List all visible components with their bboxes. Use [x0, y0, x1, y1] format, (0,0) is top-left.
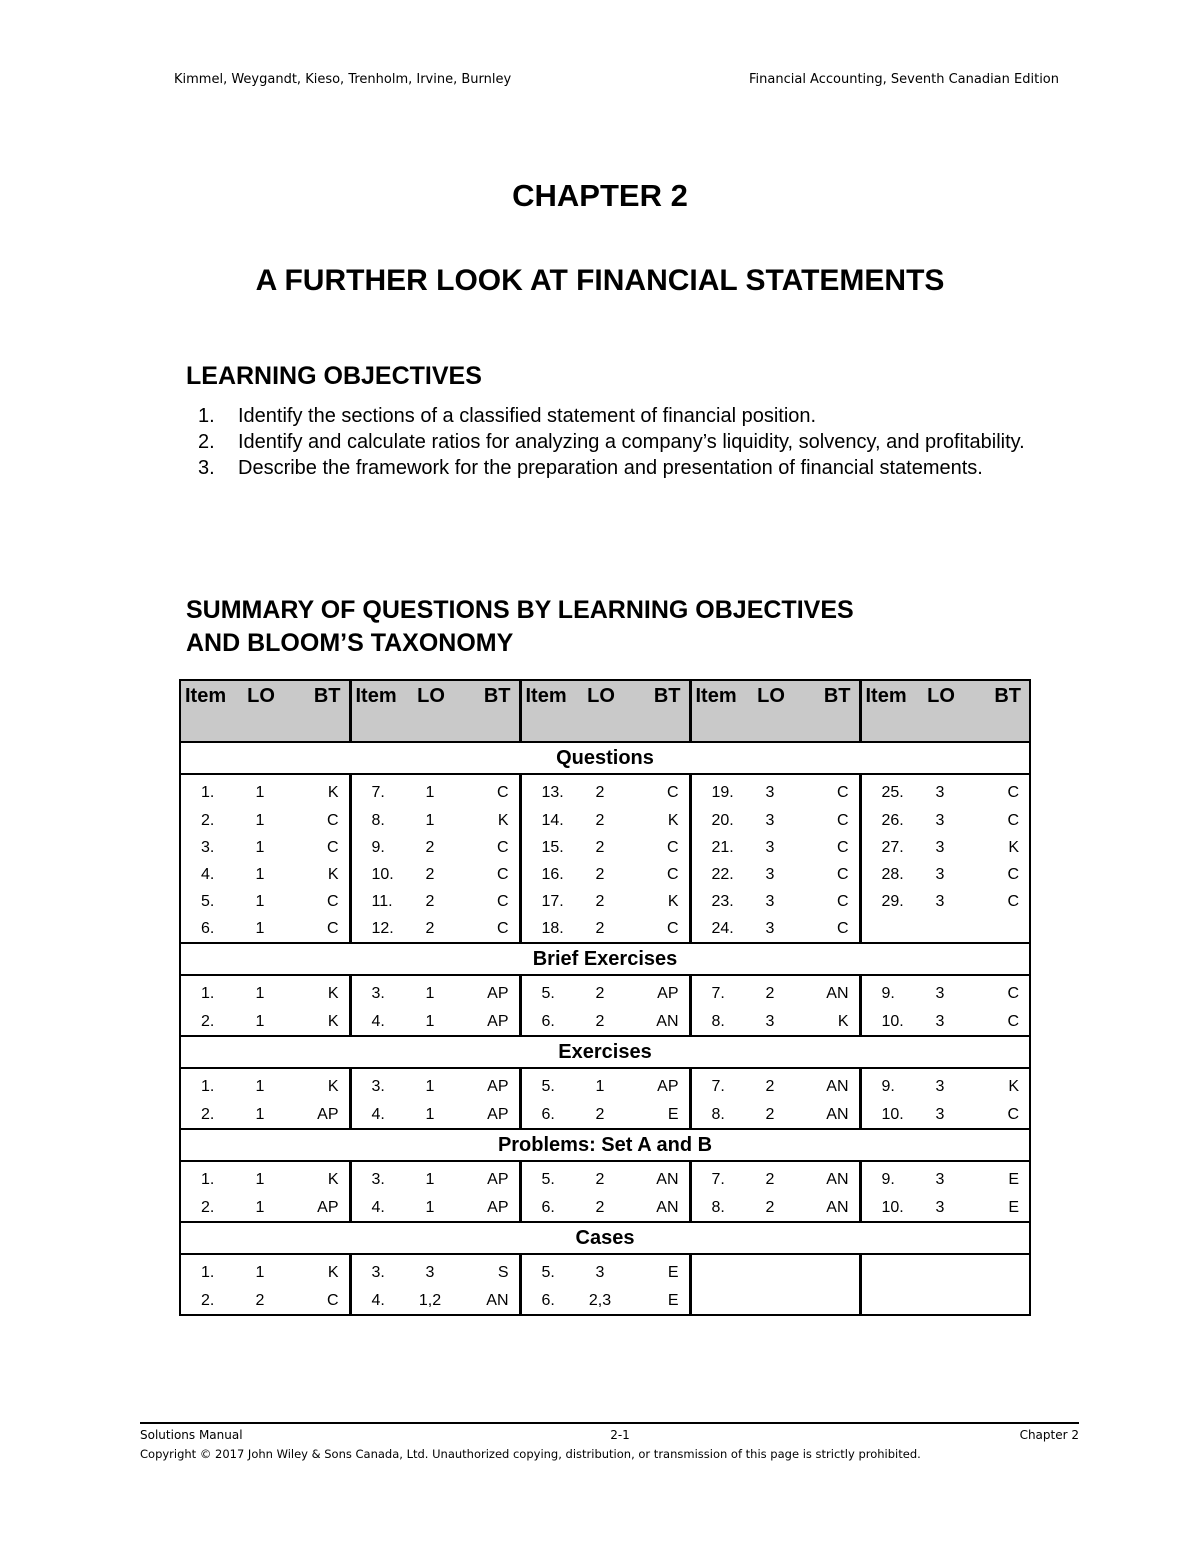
cell-item — [860, 1254, 912, 1287]
cell-lo: 2 — [595, 1012, 605, 1030]
column-header-bt: BT — [798, 680, 860, 742]
cell-bt: K — [327, 985, 339, 1002]
cell-item: 21. — [690, 834, 742, 861]
cell-item: 2. — [201, 811, 215, 829]
objective-text: Identify the sections of a classified statement of financial position. — [238, 405, 817, 427]
cell-lo: 1 — [255, 1198, 265, 1216]
section-header-row — [180, 742, 1030, 774]
cell-lo: 3 — [935, 838, 945, 856]
cell-bt: C — [1007, 1105, 1019, 1123]
cell-lo: 2 — [765, 1171, 775, 1188]
column-header-item: Item — [860, 680, 912, 742]
cell-item: 24. — [690, 915, 742, 943]
table-row — [180, 1254, 1030, 1287]
cell-lo: 3 — [765, 1012, 775, 1030]
cell-item: 2. — [201, 1012, 215, 1030]
cell-lo: 2 — [595, 985, 605, 1002]
cell-bt: AN — [656, 1012, 679, 1030]
cell-item: 28. — [860, 861, 912, 888]
column-header-bt: BT — [968, 680, 1030, 742]
table-row — [180, 807, 1030, 834]
cell-bt: C — [496, 865, 509, 883]
table-row — [180, 888, 1030, 915]
cell-item: 4. — [350, 1101, 402, 1129]
chapter-number-title: CHAPTER 2 — [512, 178, 688, 213]
cell-bt: AN — [656, 1198, 679, 1216]
cell-bt: E — [667, 1291, 679, 1309]
cell-bt — [968, 1254, 1030, 1287]
objective-number: 1. — [198, 405, 215, 427]
cell-bt: AP — [487, 1198, 509, 1216]
cell-item: 6. — [520, 1101, 572, 1129]
cell-lo: 3 — [935, 784, 945, 801]
cell-item: 25. — [860, 774, 912, 807]
column-header-lo: LO — [572, 680, 628, 742]
cell-bt: K — [667, 892, 679, 910]
learning-objectives-list — [186, 403, 1032, 481]
section-header-row — [180, 943, 1030, 975]
summary-heading-line: SUMMARY OF QUESTIONS BY LEARNING OBJECTIVES — [186, 596, 854, 624]
cell-lo: 3 — [935, 811, 945, 829]
cell-lo: 3 — [935, 865, 945, 883]
cell-item: 5. — [520, 1068, 572, 1101]
table-row — [180, 774, 1030, 807]
cell-lo — [742, 1287, 798, 1315]
cell-item: 1. — [201, 1264, 215, 1281]
cell-item: 27. — [860, 834, 912, 861]
cell-item: 5. — [520, 1161, 572, 1194]
cell-lo: 1 — [425, 1105, 435, 1123]
cell-item: 4. — [350, 1287, 402, 1315]
table-row — [180, 1008, 1030, 1036]
cell-bt: C — [836, 892, 849, 910]
cell-lo: 2 — [765, 1198, 775, 1216]
cell-item: 3. — [350, 1068, 402, 1101]
cell-bt: C — [1007, 811, 1019, 829]
cell-bt: K — [1008, 838, 1019, 856]
cell-bt: K — [327, 784, 339, 801]
cell-lo: 3 — [595, 1264, 605, 1281]
cell-bt: K — [327, 1078, 339, 1095]
summary-heading — [186, 594, 854, 660]
table-body — [180, 742, 1030, 1315]
cell-lo: 3 — [765, 838, 775, 856]
cell-lo: 3 — [935, 892, 945, 910]
cell-lo: 3 — [765, 811, 775, 829]
cell-bt: C — [496, 892, 509, 910]
cell-item: 10. — [860, 1101, 912, 1129]
cell-bt: AP — [317, 1198, 339, 1216]
footer-page-number: 2-1 — [610, 1428, 630, 1442]
section-title: Cases — [180, 1222, 1030, 1254]
cell-lo: 2 — [595, 811, 605, 829]
cell-item: 7. — [690, 1161, 742, 1194]
cell-bt: K — [327, 1264, 339, 1281]
cell-bt: C — [1007, 1012, 1019, 1030]
cell-bt: C — [666, 865, 679, 883]
objective-number: 3. — [198, 457, 215, 479]
cell-bt: AN — [826, 1078, 849, 1095]
summary-table — [179, 679, 1031, 1316]
cell-bt — [968, 915, 1030, 943]
cell-lo: 1 — [255, 985, 265, 1002]
cell-lo: 1 — [425, 1198, 435, 1216]
cell-item: 10. — [350, 861, 402, 888]
running-header-book-title: Financial Accounting, Seventh Canadian Edition — [749, 72, 1059, 87]
cell-lo — [912, 915, 968, 943]
cell-bt: S — [497, 1264, 509, 1281]
cell-lo: 1 — [425, 811, 435, 829]
column-header-item: Item — [350, 680, 402, 742]
cell-lo: 3 — [935, 1105, 945, 1123]
table-row — [180, 1101, 1030, 1129]
cell-lo: 2 — [595, 1171, 605, 1188]
table-row — [180, 1068, 1030, 1101]
cell-bt — [798, 1287, 860, 1315]
cell-item: 1. — [201, 784, 215, 801]
column-header-bt: BT — [628, 680, 690, 742]
cell-item: 12. — [350, 915, 402, 943]
cell-item: 19. — [690, 774, 742, 807]
cell-lo: 3 — [935, 1198, 945, 1216]
column-header-lo: LO — [232, 680, 288, 742]
cell-lo: 2 — [425, 919, 435, 937]
cell-lo: 3 — [935, 1171, 945, 1188]
cell-bt: E — [1008, 1171, 1019, 1188]
cell-bt: C — [326, 1291, 339, 1309]
column-header-item: Item — [520, 680, 572, 742]
cell-lo: 3 — [935, 985, 945, 1002]
cell-item: 1. — [201, 985, 215, 1002]
cell-bt: C — [496, 784, 509, 801]
cell-item: 5. — [201, 892, 215, 910]
cell-lo — [912, 1287, 968, 1315]
footer-copyright: Copyright © 2017 John Wiley & Sons Canada, Ltd. Unauthorized copying, distribution, or transmission of this page is strictly prohibited. — [140, 1447, 921, 1461]
cell-item: 4. — [201, 865, 215, 883]
section-header-row — [180, 1222, 1030, 1254]
cell-item: 1. — [201, 1078, 215, 1095]
learning-objective-item — [186, 429, 1032, 455]
cell-lo — [912, 1254, 968, 1287]
cell-bt: C — [1007, 985, 1019, 1002]
cell-item: 3. — [350, 1254, 402, 1287]
cell-lo: 1 — [425, 1171, 435, 1188]
cell-lo: 1 — [425, 1012, 435, 1030]
table-row — [180, 834, 1030, 861]
cell-lo: 1 — [425, 784, 435, 801]
footer-chapter: Chapter 2 — [1019, 1428, 1079, 1442]
cell-lo: 1 — [255, 1012, 265, 1030]
cell-bt: C — [1007, 784, 1019, 801]
cell-bt: AN — [826, 1171, 849, 1188]
cell-item: 6. — [201, 919, 215, 937]
column-header-item: Item — [690, 680, 742, 742]
cell-bt: AN — [826, 1105, 849, 1123]
section-header-row — [180, 1129, 1030, 1161]
cell-item: 7. — [350, 774, 402, 807]
cell-lo: 2 — [595, 1198, 605, 1216]
cell-bt: AN — [656, 1171, 679, 1188]
cell-lo: 1 — [425, 1078, 435, 1095]
section-title: Problems: Set A and B — [180, 1129, 1030, 1161]
cell-bt: AP — [657, 1078, 679, 1095]
cell-lo: 1 — [255, 1078, 265, 1095]
cell-item: 8. — [690, 1008, 742, 1036]
cell-bt: C — [836, 838, 849, 856]
column-header-lo: LO — [402, 680, 458, 742]
cell-item: 1. — [201, 1171, 215, 1188]
cell-lo: 2 — [765, 985, 775, 1002]
cell-bt: AP — [487, 1171, 509, 1188]
objective-number: 2. — [198, 431, 215, 453]
cell-bt: K — [327, 1012, 339, 1030]
cell-lo: 3 — [765, 919, 775, 937]
cell-item: 2. — [201, 1198, 215, 1216]
cell-item — [690, 1287, 742, 1315]
table-row — [180, 861, 1030, 888]
section-title: Questions — [180, 742, 1030, 774]
table-header-row — [180, 680, 1030, 742]
cell-lo: 2 — [765, 1078, 775, 1095]
table-row — [180, 975, 1030, 1008]
cell-lo: 2 — [595, 892, 605, 910]
cell-bt: E — [667, 1105, 679, 1123]
cell-bt: K — [327, 1171, 339, 1188]
cell-bt: C — [496, 919, 509, 937]
cell-item: 17. — [520, 888, 572, 915]
cell-bt: C — [326, 838, 339, 856]
cell-item: 8. — [690, 1101, 742, 1129]
cell-item: 5. — [520, 975, 572, 1008]
cell-lo: 1 — [255, 1105, 265, 1123]
cell-item: 3. — [350, 1161, 402, 1194]
cell-item — [690, 1254, 742, 1287]
cell-bt: C — [666, 784, 679, 801]
cell-bt: AP — [657, 985, 679, 1002]
cell-bt: AN — [826, 1198, 849, 1216]
cell-lo: 2,3 — [588, 1291, 612, 1309]
cell-lo: 3 — [425, 1264, 435, 1281]
cell-bt: C — [1007, 865, 1019, 883]
cell-bt — [968, 1287, 1030, 1315]
cell-lo: 2 — [765, 1105, 775, 1123]
cell-item: 11. — [350, 888, 402, 915]
cell-lo: 2 — [425, 838, 435, 856]
cell-lo: 2 — [425, 892, 435, 910]
column-header-bt: BT — [288, 680, 350, 742]
cell-lo: 2 — [595, 919, 605, 937]
cell-item: 4. — [350, 1194, 402, 1222]
cell-item: 29. — [860, 888, 912, 915]
cell-lo: 2 — [595, 784, 605, 801]
cell-item: 3. — [350, 975, 402, 1008]
cell-item: 9. — [860, 975, 912, 1008]
column-header-lo: LO — [912, 680, 968, 742]
cell-bt: AN — [486, 1291, 509, 1309]
cell-bt: E — [667, 1264, 679, 1281]
section-title: Exercises — [180, 1036, 1030, 1068]
cell-item: 18. — [520, 915, 572, 943]
cell-bt: AP — [317, 1105, 339, 1123]
learning-objective-item — [186, 455, 1032, 481]
cell-bt: E — [1008, 1198, 1019, 1216]
cell-bt: C — [836, 811, 849, 829]
running-header-authors: Kimmel, Weygandt, Kieso, Trenholm, Irvine, Burnley — [174, 72, 512, 87]
cell-bt: C — [326, 892, 339, 910]
cell-lo: 1 — [255, 1171, 265, 1188]
cell-lo: 2 — [595, 838, 605, 856]
column-header-lo: LO — [742, 680, 798, 742]
cell-item: 13. — [520, 774, 572, 807]
cell-lo: 1 — [425, 985, 435, 1002]
cell-item: 2. — [201, 1105, 215, 1123]
cell-lo: 1 — [255, 865, 265, 883]
column-header-bt: BT — [458, 680, 520, 742]
chapter-subtitle: A FURTHER LOOK AT FINANCIAL STATEMENTS — [255, 264, 945, 297]
cell-item: 22. — [690, 861, 742, 888]
cell-lo: 1 — [255, 919, 265, 937]
objective-text: Describe the framework for the preparation and presentation of financial statements. — [238, 457, 983, 479]
cell-bt: K — [327, 865, 339, 883]
learning-objective-item — [186, 403, 1032, 429]
summary-heading-line: AND BLOOM’S TAXONOMY — [186, 629, 514, 657]
cell-item: 14. — [520, 807, 572, 834]
cell-bt: C — [666, 838, 679, 856]
cell-lo: 1 — [255, 1264, 265, 1281]
cell-bt: C — [1007, 892, 1019, 910]
section-header-row — [180, 1036, 1030, 1068]
cell-item: 20. — [690, 807, 742, 834]
cell-item: 6. — [520, 1008, 572, 1036]
cell-bt: K — [667, 811, 679, 829]
cell-item: 9. — [860, 1068, 912, 1101]
cell-item: 23. — [690, 888, 742, 915]
cell-item: 15. — [520, 834, 572, 861]
cell-lo: 3 — [765, 892, 775, 910]
cell-item: 16. — [520, 861, 572, 888]
cell-lo: 1 — [255, 838, 265, 856]
cell-bt — [798, 1254, 860, 1287]
cell-lo: 3 — [765, 784, 775, 801]
cell-item: 2. — [201, 1291, 215, 1309]
cell-item: 7. — [690, 975, 742, 1008]
cell-bt: C — [496, 838, 509, 856]
cell-bt: AN — [826, 985, 849, 1002]
objective-text: Identify and calculate ratios for analyzing a company’s liquidity, solvency, and profitability. — [238, 431, 1025, 453]
cell-bt: C — [836, 865, 849, 883]
cell-lo — [742, 1254, 798, 1287]
table-row — [180, 915, 1030, 943]
cell-lo: 3 — [935, 1012, 945, 1030]
cell-bt: C — [326, 919, 339, 937]
section-title: Brief Exercises — [180, 943, 1030, 975]
cell-lo: 1 — [255, 811, 265, 829]
cell-lo: 3 — [935, 1078, 945, 1095]
cell-item: 3. — [201, 838, 215, 856]
cell-bt: C — [836, 919, 849, 937]
column-header-item: Item — [180, 680, 232, 742]
table-row — [180, 1194, 1030, 1222]
learning-objectives-heading: LEARNING OBJECTIVES — [186, 362, 482, 390]
cell-item: 9. — [860, 1161, 912, 1194]
cell-bt: AP — [487, 1012, 509, 1030]
cell-bt: C — [666, 919, 679, 937]
cell-lo: 2 — [595, 1105, 605, 1123]
cell-lo: 1 — [255, 784, 265, 801]
cell-lo: 2 — [595, 865, 605, 883]
footer-manual-name: Solutions Manual — [140, 1428, 243, 1442]
cell-bt: K — [837, 1012, 849, 1030]
footer-divider — [140, 1422, 1079, 1424]
cell-item: 8. — [350, 807, 402, 834]
cell-bt: AP — [487, 1078, 509, 1095]
cell-bt: AP — [487, 1105, 509, 1123]
cell-item: 8. — [690, 1194, 742, 1222]
cell-item — [860, 1287, 912, 1315]
table-row — [180, 1161, 1030, 1194]
cell-item: 10. — [860, 1008, 912, 1036]
cell-lo: 1 — [255, 892, 265, 910]
cell-lo: 3 — [765, 865, 775, 883]
cell-item: 4. — [350, 1008, 402, 1036]
cell-lo: 1 — [595, 1078, 605, 1095]
cell-item: 5. — [520, 1254, 572, 1287]
cell-item: 7. — [690, 1068, 742, 1101]
cell-item — [860, 915, 912, 943]
cell-bt: K — [497, 811, 509, 829]
cell-item: 9. — [350, 834, 402, 861]
cell-bt: C — [836, 784, 849, 801]
cell-item: 26. — [860, 807, 912, 834]
cell-bt: K — [1008, 1078, 1019, 1095]
cell-bt: AP — [487, 985, 509, 1002]
table-row — [180, 1287, 1030, 1315]
cell-lo: 2 — [255, 1291, 265, 1309]
cell-lo: 2 — [425, 865, 435, 883]
cell-item: 6. — [520, 1194, 572, 1222]
cell-bt: C — [326, 811, 339, 829]
cell-lo: 1,2 — [418, 1291, 442, 1309]
cell-item: 6. — [520, 1287, 572, 1315]
cell-item: 10. — [860, 1194, 912, 1222]
